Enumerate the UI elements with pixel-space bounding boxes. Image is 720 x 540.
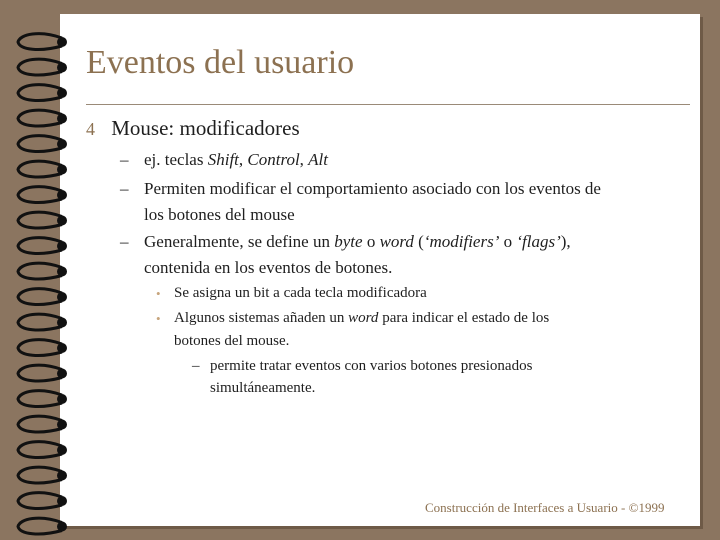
binding-hole (57, 420, 67, 430)
dot-marker: • (156, 286, 161, 301)
bullet-4-icon: 4 (86, 119, 95, 139)
binding-hole (57, 165, 67, 175)
binding-ring (18, 59, 62, 75)
binding-ring (18, 340, 62, 356)
binding-hole (57, 496, 67, 506)
binding-ring (18, 518, 62, 534)
binding-ring (18, 289, 62, 305)
binding-ring (18, 416, 62, 432)
slide-title: Eventos del usuario (86, 44, 355, 81)
binding-hole (57, 241, 67, 251)
binding-ring (18, 493, 62, 509)
spiral-binding (0, 0, 80, 540)
binding-ring (18, 161, 62, 177)
binding-hole (57, 369, 67, 379)
binding-hole (57, 471, 67, 481)
binding-hole (57, 37, 67, 47)
binding-hole (57, 394, 67, 404)
binding-ring (18, 212, 62, 228)
dash-marker: – (120, 232, 129, 251)
binding-hole (57, 267, 67, 277)
binding-hole (57, 114, 67, 124)
binding-ring (18, 391, 62, 407)
binding-ring (18, 314, 62, 330)
dash-marker: – (192, 358, 200, 374)
binding-ring (18, 238, 62, 254)
binding-ring (18, 365, 62, 381)
dot-marker: • (156, 311, 161, 326)
binding-ring (18, 467, 62, 483)
binding-hole (57, 522, 67, 532)
dash-marker: – (120, 179, 129, 198)
binding-ring (18, 110, 62, 126)
binding-hole (57, 139, 67, 149)
binding-hole (57, 292, 67, 302)
dash-marker: – (120, 150, 129, 169)
binding-ring (18, 136, 62, 152)
bullet-mouse-modificadores (86, 116, 300, 141)
binding-hole (57, 190, 67, 200)
binding-ring (18, 442, 62, 458)
slide-footer: Construcción de Interfaces a Usuario - ©1999 (425, 500, 665, 515)
binding-ring (18, 187, 62, 203)
binding-hole (57, 63, 67, 73)
binding-hole (57, 216, 67, 226)
binding-hole (57, 343, 67, 353)
binding-ring (18, 263, 62, 279)
binding-ring (18, 34, 62, 50)
binding-hole (57, 88, 67, 98)
binding-hole (57, 318, 67, 328)
bullet-text: Mouse: modificadores (111, 116, 300, 140)
binding-hole (57, 445, 67, 455)
binding-ring (18, 85, 62, 101)
title-divider (86, 104, 690, 105)
